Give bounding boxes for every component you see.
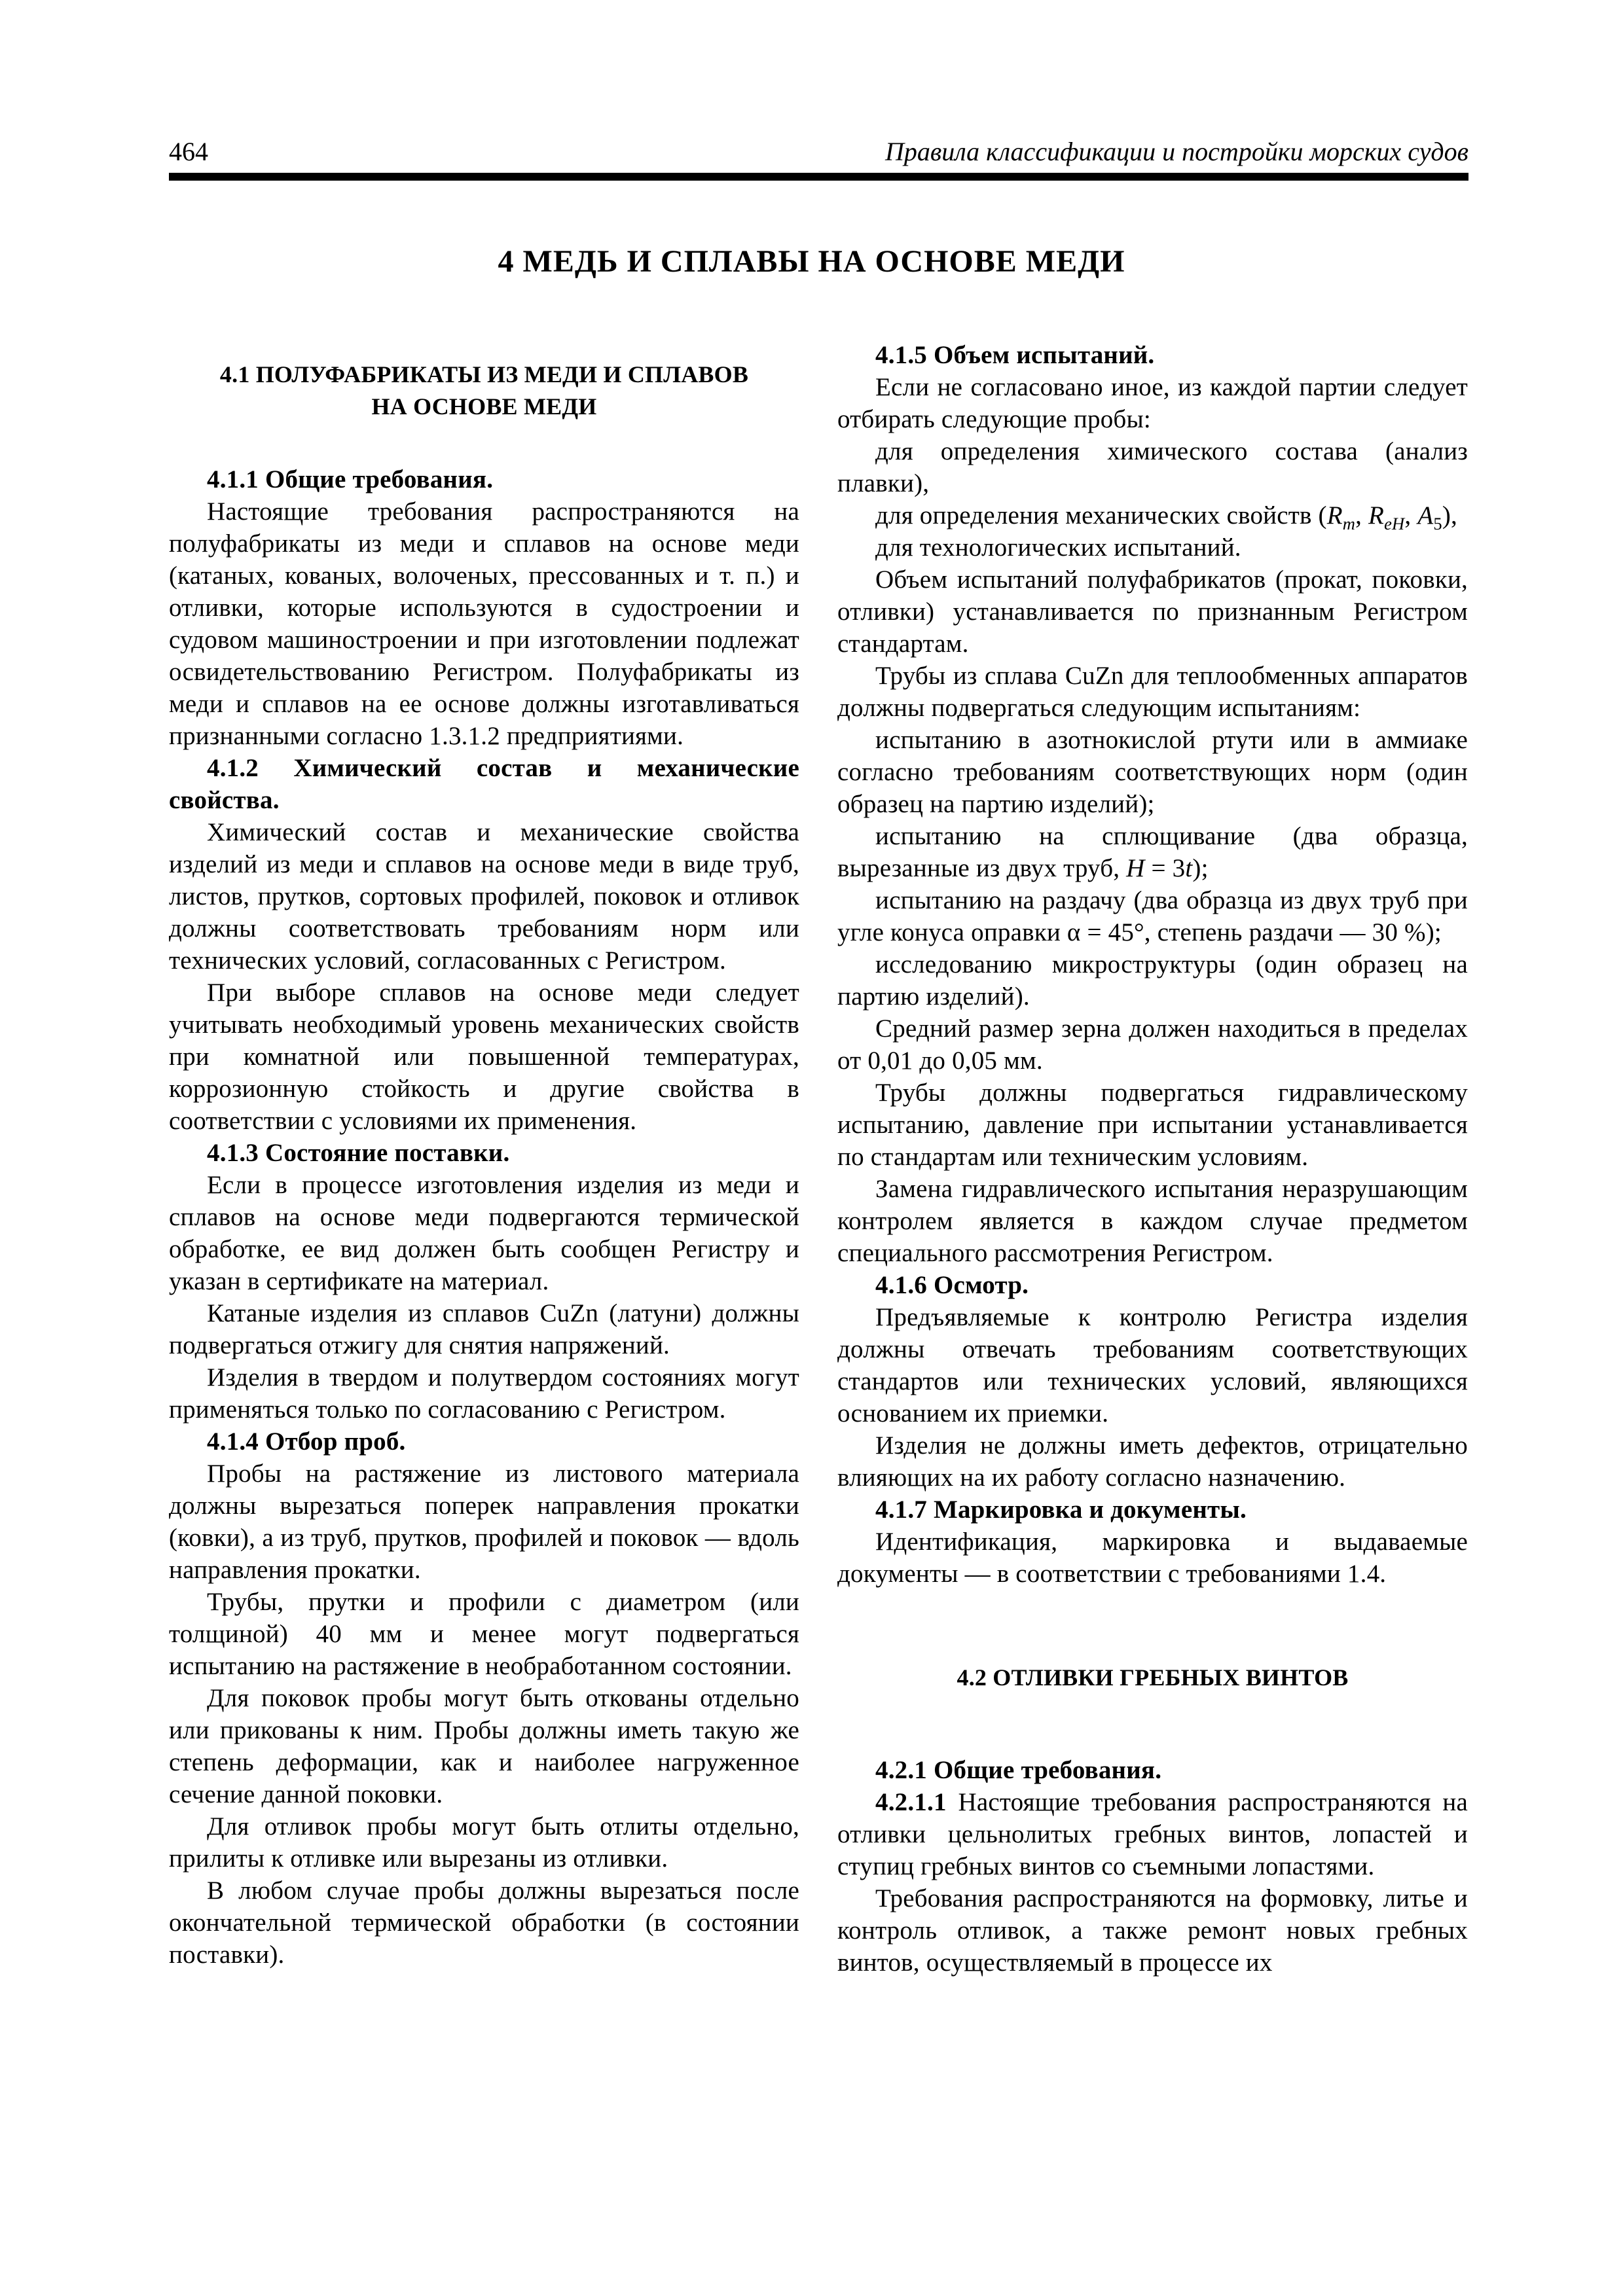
chapter-title: 4 МЕДЬ И СПЛАВЫ НА ОСНОВЕ МЕДИ — [498, 244, 1125, 279]
text-run: Трубы, прутки и профили с диаметром (или толщиной) 40 мм и менее могут подвергаться испытанию на растяжение в необработанном состоянии. — [169, 1588, 799, 1680]
clause-heading — [837, 1269, 1468, 1301]
paragraph — [837, 820, 1468, 884]
clause-heading — [169, 1426, 799, 1458]
text-run: для определения механических свойств ( — [875, 501, 1327, 529]
text-run: t — [1185, 854, 1193, 882]
section-heading-line: НА ОСНОВЕ МЕДИ — [371, 393, 597, 420]
paragraph — [837, 660, 1468, 724]
paragraph — [837, 435, 1468, 499]
text-run: испытанию в азотнокислой ртути или в аммиаке согласно требованиям соответствующих норм (один образец на партию изделий); — [837, 726, 1468, 818]
text-run: Требования распространяются на формовку, литье и контроль отливок, а также ремонт новых гребных винтов, осуществляемый в процессе их — [837, 1884, 1468, 1977]
text-run: В любом случае пробы должны вырезаться после окончательной термической обработки (в состоянии поставки). — [169, 1876, 799, 1969]
text-run: исследованию микроструктуры (один образец на партию изделий). — [837, 950, 1468, 1011]
paragraph — [837, 371, 1468, 435]
text-run: m — [1342, 513, 1356, 533]
paragraph — [837, 1173, 1468, 1269]
text-run: Настоящие требования распространяются на отливки цельнолитых гребных винтов, лопастей и ступиц гребных винтов со съемными лопастями. — [837, 1788, 1468, 1880]
paragraph — [837, 1429, 1468, 1494]
text-run: для определения химического состава (анализ плавки), — [837, 437, 1468, 497]
text-run: Катаные изделия из сплавов CuZn (латуни) должны подвергаться отжигу для снятия напряжений. — [169, 1299, 799, 1359]
paragraph — [169, 495, 799, 752]
paragraph — [169, 1874, 799, 1971]
text-run: Объем испытаний полуфабрикатов (прокат, поковки, отливки) устанавливается по признанным Регистром стандартам. — [837, 565, 1468, 658]
paragraph — [169, 1682, 799, 1810]
paragraph — [837, 1882, 1468, 1979]
text-run: , — [1355, 501, 1369, 529]
text-run: ); — [1192, 854, 1209, 882]
running-title: Правила классификации и постройки морских судов — [884, 137, 1468, 166]
paragraph — [169, 816, 799, 977]
text-run: Если в процессе изготовления изделия из меди и сплавов на основе меди подвергаются термической обработке, ее вид должен быть сообщен Регистру и указан в сертификате на материал. — [169, 1171, 799, 1295]
text-run: H — [1126, 854, 1145, 882]
left-column — [169, 339, 799, 1979]
paragraph — [837, 1013, 1468, 1077]
paragraph — [169, 1297, 799, 1361]
right-column — [837, 339, 1468, 1979]
text-run: 4.1.6 Осмотр. — [875, 1271, 1029, 1299]
paragraph — [169, 1169, 799, 1297]
text-run: Настоящие требования распространяются на полуфабрикаты из меди и сплавов на основе меди (катаных, кованых, волоченых, прессованных и т. п.) и отливки, которые используются в судостроении и судовом машиностроении и при изготовлении подлежат освидетельствованию Регистром. Полуфабрикаты из меди и сплавов на ее основе должны изготавливаться признанными согласно 1.3.1.2 предприятиями. — [169, 497, 799, 750]
paragraph — [837, 1301, 1468, 1429]
text-run: 4.1.4 Отбор проб. — [207, 1427, 406, 1456]
text-run: ), — [1442, 501, 1457, 529]
text-run: Предъявляемые к контролю Регистра изделия должны отвечать требованиям соответствующих стандартов или технических условий, являющихся основанием их приемки. — [837, 1303, 1468, 1427]
paragraph — [169, 1810, 799, 1874]
text-run: , — [1404, 501, 1418, 529]
text-run: испытанию на раздачу (два образца из двух труб при угле конуса оправки α = 45°, степень раздачи — 30 %); — [837, 886, 1468, 946]
clause-heading — [169, 463, 799, 495]
section-heading-4-1 — [169, 359, 799, 423]
text-run: Изделия не должны иметь дефектов, отрицательно влияющих на их работу согласно назначению. — [837, 1431, 1468, 1492]
paragraph — [837, 531, 1468, 564]
text-run: 4.1.2 Химический состав и механические свойства. — [169, 754, 799, 814]
text-run: При выборе сплавов на основе меди следует учитывать необходимый уровень механических свойств при комнатной или повышенной температурах, коррозионную стойкость и другие свойства в соответствии с условиями их применения. — [169, 978, 799, 1135]
two-column-layout — [169, 339, 1468, 1979]
text-run: для технологических испытаний. — [875, 533, 1241, 562]
right-column-blocks — [837, 339, 1468, 1979]
text-run: Трубы из сплава CuZn для теплообменных аппаратов должны подвергаться следующим испытаниям: — [837, 662, 1468, 722]
paragraph — [837, 724, 1468, 820]
clause-heading — [169, 752, 799, 816]
paragraph — [169, 977, 799, 1137]
clause-heading — [837, 1754, 1468, 1786]
clause-heading — [169, 1137, 799, 1169]
text-run: = 3 — [1144, 854, 1186, 882]
paragraph — [837, 1077, 1468, 1173]
text-run: Замена гидравлического испытания неразрушающим контролем является в каждом случае предметом специального рассмотрения Регистром. — [837, 1175, 1468, 1267]
page-header — [169, 136, 1468, 168]
clause-heading — [837, 339, 1468, 371]
text-run: 4.2.1.1 — [875, 1788, 958, 1816]
paragraph — [169, 1458, 799, 1586]
text-run: 4.1.1 Общие требования. — [207, 465, 494, 493]
text-run: 5 — [1433, 513, 1442, 533]
left-column-blocks — [169, 463, 799, 1971]
text-run: Химический состав и механические свойства изделий из меди и сплавов на основе меди в виде труб, листов, прутков, сортовых профилей, поковок и отливок должны соответствовать требованиям норм или технических условий, согласованных с Регистром. — [169, 818, 799, 975]
paragraph — [169, 1586, 799, 1682]
paragraph — [837, 1786, 1468, 1882]
paragraph — [837, 564, 1468, 660]
text-run: eH — [1384, 513, 1405, 533]
text-run: 4.1.3 Состояние поставки. — [207, 1139, 510, 1167]
text-run: R — [1326, 501, 1343, 529]
paragraph — [837, 1526, 1468, 1590]
header-rule — [169, 173, 1468, 181]
text-run: Трубы должны подвергаться гидравлическому испытанию, давление при испытании устанавливается по стандартам или техническим условиям. — [837, 1079, 1468, 1171]
text-run: 4.1.5 Объем испытаний. — [875, 341, 1155, 369]
paragraph — [169, 1361, 799, 1426]
text-run: R — [1368, 501, 1385, 529]
text-run: Если не согласовано иное, из каждой партии следует отбирать следующие пробы: — [837, 373, 1468, 433]
text-run: испытанию на сплющивание (два образца, вырезанные из двух труб, — [837, 822, 1468, 882]
text-run: Изделия в твердом и полутвердом состояниях могут применяться только по согласованию с Регистром. — [169, 1363, 799, 1424]
text-run: A — [1417, 501, 1434, 529]
paragraph — [837, 499, 1468, 531]
text-run: Средний размер зерна должен находиться в пределах от 0,01 до 0,05 мм. — [837, 1014, 1468, 1075]
text-run: Для отливок пробы могут быть отлиты отдельно, прилиты к отливке или вырезаны из отливки. — [169, 1812, 799, 1873]
text-run: Для поковок пробы могут быть откованы отдельно или прикованы к ним. Пробы должны иметь такую же степень деформации, как и наиболее нагруженное сечение данной поковки. — [169, 1684, 799, 1808]
text-run: Идентификация, маркировка и выдаваемые документы — в соответствии с требованиями 1.4. — [837, 1528, 1468, 1588]
page-number: 464 — [169, 137, 208, 166]
paragraph — [837, 948, 1468, 1013]
section-heading-line: 4.1 ПОЛУФАБРИКАТЫ ИЗ МЕДИ И СПЛАВОВ — [219, 361, 749, 387]
paragraph — [837, 884, 1468, 948]
text-run: 4.2 ОТЛИВКИ ГРЕБНЫХ ВИНТОВ — [957, 1664, 1349, 1691]
text-run: 4.1.7 Маркировка и документы. — [875, 1496, 1247, 1524]
section-heading — [837, 1662, 1468, 1694]
text-run: Пробы на растяжение из листового материала должны вырезаться поперек направления прокатки (ковки), а из труб, прутков, профилей и поковок — вдоль направления прокатки. — [169, 1460, 799, 1584]
text-run: 4.2.1 Общие требования. — [875, 1756, 1162, 1784]
clause-heading — [837, 1494, 1468, 1526]
